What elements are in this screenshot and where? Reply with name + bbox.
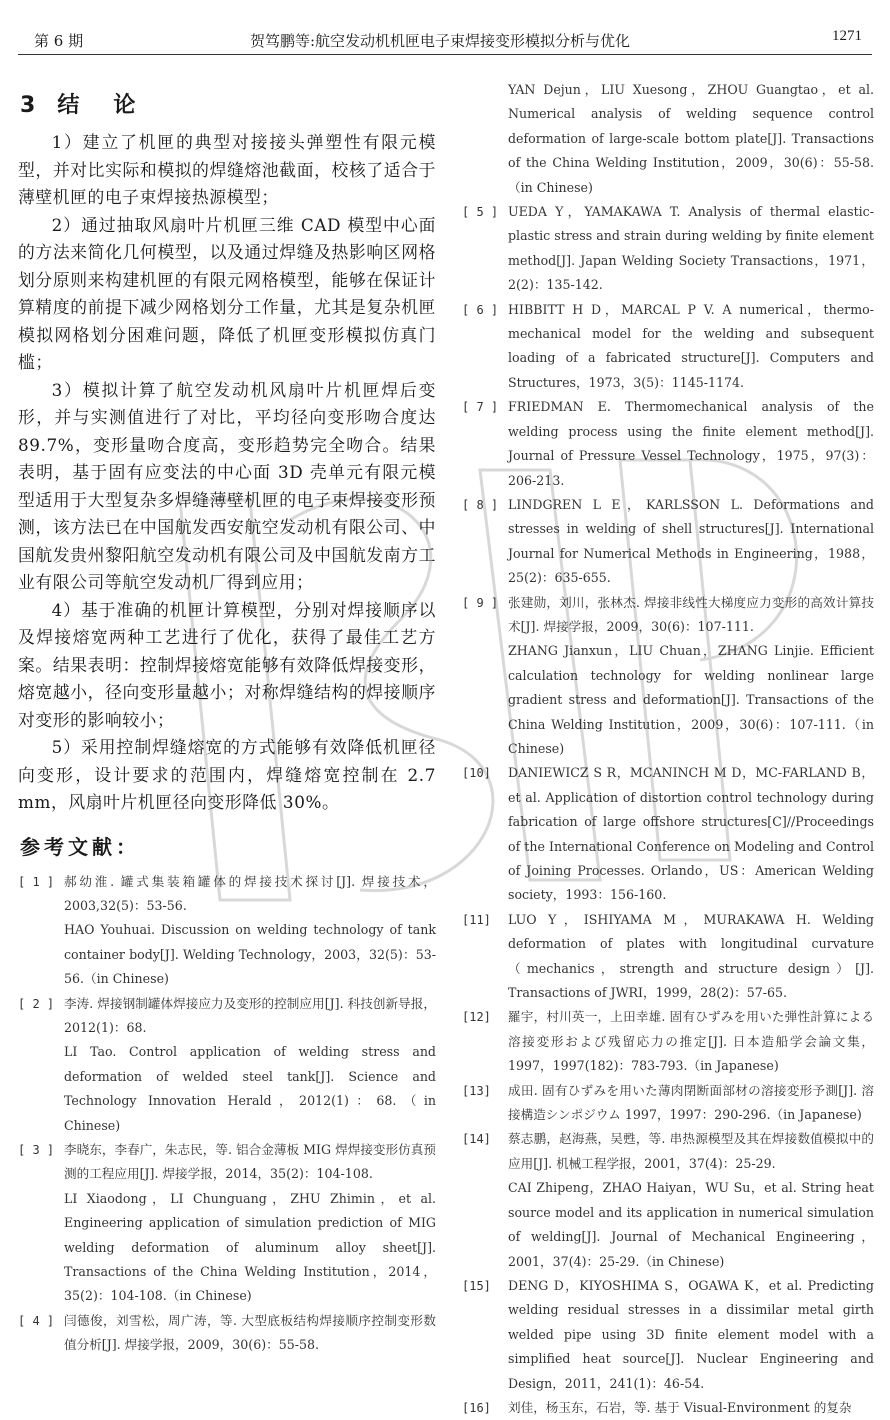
reference-text: LINDGREN L E，KARLSSON L. Deformations and stresses in welding of shell structures[J]. International Journal for Numerical Methods in Engineering，1988，25(2)：635-655. — [508, 496, 874, 586]
references-heading: 参考文献： — [20, 834, 140, 859]
reference-text: 李晓东，李春广，朱志民，等. 铝合金薄板 MIG 焊焊接变形仿真预测的工程应用[J]. 焊接学报，2014，35(2)：104-108. — [64, 1141, 436, 1182]
reference-item — [462, 200, 874, 298]
reference-item — [462, 1274, 874, 1396]
reference-tag: [ 6 ] — [462, 302, 499, 317]
reference-text: LI Tao. Control application of welding stress and deformation of welded steel tank[J]. Science and Technology Innovation Herald，2012(1)：68.（in Chinese) — [64, 1044, 436, 1133]
reference-tag: [13] — [462, 1083, 491, 1098]
section-number: 3 — [20, 93, 42, 118]
section-title: 结 论 — [57, 93, 142, 118]
reference-text: 李涛. 焊接钢制罐体焊接应力及变形的控制应用[J]. 科技创新导报，2012(1)：68. — [64, 995, 436, 1035]
reference-text: 张建勋，刘川，张林杰. 焊接非线性大梯度应力变形的高效计算技术[J]. 焊接学报，2009，30(6)：107-111. — [508, 594, 874, 634]
reference-tag: [15] — [462, 1278, 491, 1293]
reference-tag: [12] — [462, 1010, 491, 1025]
reference-tag: [14] — [462, 1132, 491, 1147]
reference-tag: [ 8 ] — [462, 497, 499, 512]
reference-text: CAI Zhipeng，ZHAO Haiyan，WU Su，et al. String heat source model and its application in numerical simulation of welding[J]. Journal of Mechanical Engineering，2001，37(4)：25-29.（in Chinese) — [508, 1180, 874, 1269]
conclusion-paragraph: 5）采用控制焊缝熔宽的方式能够有效降低机匣径向变形，设计要求的范围内，焊缝熔宽控制在 2.7 mm，风扇叶片机匣径向变形降低 30%。 — [18, 737, 436, 812]
right-column — [462, 78, 874, 1420]
reference-tag: [ 5 ] — [462, 205, 499, 220]
reference-tag: [16] — [462, 1400, 491, 1415]
reference-tag: [ 9 ] — [462, 595, 499, 610]
reference-item — [462, 908, 874, 1006]
conclusions-body — [18, 129, 436, 817]
reference-text: DANIEWICZ S R，MCANINCH M D，MC-FARLAND B，et al. Application of distortion control technology during fabrication of large offshore structures[C]//Proceedings of the International Conference on Modeling and Control of Joining Processes. Orlando，US：American Welding society，1993：156-160. — [508, 765, 874, 903]
reference-text: 蔡志鹏，赵海燕，吴甦，等. 串热源模型及其在焊接数值模拟中的应用[J]. 机械工程学报，2001，37(4)：25-29. — [508, 1131, 874, 1171]
reference-text: DENG D，KIYOSHIMA S，OGAWA K，et al. Predicting welding residual stresses in a dissimilar metal girth welded pipe using 3D finite element model with a simplified heat source[J]. Nuclear Engineering and Design，2011，241(1)：46-54. — [508, 1277, 874, 1391]
reference-item — [462, 1079, 874, 1128]
reference-text: 刘佳，杨玉东，石岩，等. 基于 Visual-Environment 的复杂 — [508, 1399, 852, 1415]
reference-item — [18, 1309, 436, 1358]
reference-text: LUO Y，ISHIYAMA M，MURAKAWA H. Welding deformation of plates with longitudinal curvature（mechanics，strength and structure design）[J]. Transactions of JWRI，1999，28(2)：57-65. — [508, 911, 874, 1001]
reference-item — [462, 298, 874, 396]
reference-tag: [11] — [462, 912, 491, 927]
reference-item — [462, 1396, 874, 1420]
reference-text: LI Xiaodong，LI Chunguang，ZHU Zhimin，et al. Engineering application of simulation prediction of MIG welding deformation of aluminum alloy sheet[J]. Transactions of the China Welding Institution，2014，35(2)：104-108.（in Chinese) — [64, 1190, 436, 1304]
reference-text: FRIEDMAN E. Thermomechanical analysis of the welding process using the finite element method[J]. Journal of Pressure Vessel Technology，1975，97(3)：206-213. — [508, 399, 874, 488]
reference-item — [462, 1127, 874, 1273]
reference-item — [462, 493, 874, 591]
reference-text: HAO Youhuai. Discussion on welding technology of tank container body[J]. Welding Technology，2003，32(5)：53-56.（in Chinese) — [64, 922, 436, 987]
running-title: 贺笃鹏等:航空发动机机匣电子束焊接变形模拟分析与优化 — [250, 32, 631, 50]
reference-item — [462, 591, 874, 762]
page-number: 1271 — [832, 28, 862, 44]
reference-text: ZHANG Jianxun，LIU Chuan，ZHANG Linjie. Efficient calculation technology for welding nonlinear large gradient stress and deformation[J]. Transactions of the China Welding Institution，2009，30(6)：107-111.（in Chinese) — [508, 643, 874, 756]
reference-text: HIBBITT H D，MARCAL P V. A numerical，thermo-mechanical model for the welding and subsequent loading of a fabricated structure[J]. Computers and Structures，1973，3(5)：1145-1174. — [508, 301, 874, 390]
reference-item — [462, 761, 874, 907]
conclusion-paragraph: 1）建立了机匣的典型对接接头弹塑性有限元模型，并对比实际和模拟的焊缝熔池截面，校核了适合于薄壁机匣的电子束焊接热源模型； — [18, 132, 436, 207]
reference-item — [18, 870, 436, 992]
section-heading — [20, 88, 436, 119]
reference-text: 闫德俊，刘雪松，周广涛，等. 大型底板结构焊接顺序控制变形数值分析[J]. 焊接学报，2009，30(6)：55-58. — [64, 1312, 436, 1353]
reference-tag: [ 1 ] — [18, 874, 55, 889]
reference-item — [18, 992, 436, 1138]
reference-tag: [ 4 ] — [18, 1313, 55, 1328]
reference-tag: [ 3 ] — [18, 1142, 55, 1157]
conclusion-paragraph: 3）模拟计算了航空发动机风扇叶片机匣焊后变形，并与实测值进行了对比，平均径向变形吻合度达 89.7%，变形量吻合度高，变形趋势完全吻合。结果表明，基于固有应变法的中心面 3D 壳单元有限元模型适用于大型复杂多焊缝薄壁机匣的电子束焊接变形预测，该方法已在中国航发西安航空发动机有限公司、中国航发贵州黎阳航空发动机有限公司及中国航发南方工业有限公司等航空发动机厂得到应用； — [18, 379, 436, 592]
conclusion-paragraph: 4）基于准确的机匣计算模型，分别对焊接顺序以及焊接熔宽两种工艺进行了优化，获得了最佳工艺方案。结果表明：控制焊接熔宽能够有效降低焊接变形，熔宽越小，径向变形量越小；对称焊缝结构的焊接顺序对变形的影响较小； — [18, 599, 436, 730]
reference-continuation: YAN Dejun，LIU Xuesong，ZHOU Guangtao，et al. Numerical analysis of welding sequence control deformation of large-scale bottom plate[J]. Transactions of the China Welding Institution，2009，30(6)：55-58.（in Chinese) — [508, 82, 874, 195]
reference-text: 郝幼淮. 罐式集装箱罐体的焊接技术探讨[J]. 焊接技术，2003,32(5)：53-56. — [64, 873, 436, 913]
reference-text: 成田. 固有ひずみを用いた薄肉閉断面部材の溶接変形予測[J]. 溶接構造シンポジウム 1997，1997：290-296.（in Japanese) — [508, 1082, 874, 1123]
issue-label: 第 6 期 — [34, 32, 84, 50]
reference-tag: [ 2 ] — [18, 996, 55, 1011]
reference-item — [462, 395, 874, 493]
reference-tag: [10] — [462, 766, 491, 781]
reference-text: 羅宇，村川英一，上田幸雄. 固有ひずみを用いた弾性計算による溶接変形および残留応力の推定[J]. 日本造船学会論文集，1997，1997(182)：783-793.（in Japanese) — [508, 1009, 874, 1074]
reference-item — [462, 1005, 874, 1078]
reference-text: UEDA Y，YAMAKAWA T. Analysis of thermal elastic-plastic stress and strain during welding by finite element method[J]. Japan Welding Society Transactions，1971，2(2)：135-142. — [508, 204, 874, 293]
reference-tag: [ 7 ] — [462, 400, 499, 415]
running-header — [18, 26, 872, 55]
conclusion-paragraph: 2）通过抽取风扇叶片机匣三维 CAD 模型中心面的方法来简化几何模型，以及通过焊缝及热影响区网格划分原则来构建机匣的有限元网格模型，能够在保证计算精度的前提下减少网格划分工作量，尤其是复杂机匣模拟网格划分困难问题，降低了机匣变形模拟仿真门槛； — [18, 214, 436, 372]
left-column — [18, 82, 436, 1358]
reference-item — [18, 1138, 436, 1309]
